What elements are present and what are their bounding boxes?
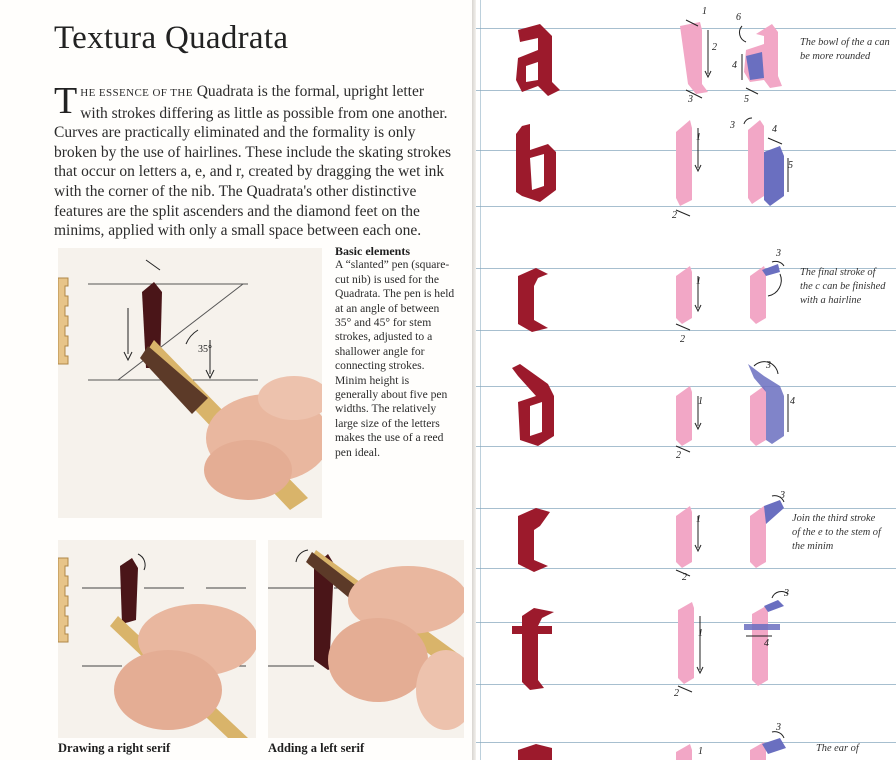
angle-label: 35°: [198, 344, 212, 355]
letter-a-steps: [660, 6, 790, 105]
step-number: 1: [698, 628, 703, 639]
basic-elements-body: A “slanted” pen (square-cut nib) is used for the Quadrata. The pen is held at an angle of between 35° and 45° for stem strokes, adjusted to a shallower angle for connecting strokes. Minim height is generally about five pen widths. The relatively large size of the letters makes the use of a reed pen ideal.: [335, 258, 455, 459]
right-serif-photo: [58, 540, 256, 738]
step-number: 3: [784, 588, 789, 599]
step-number: 4: [790, 396, 795, 407]
step-number: 1: [698, 396, 703, 407]
letter-c-exemplar: [508, 264, 568, 346]
step-number: 2: [674, 688, 679, 699]
step-number: 1: [698, 746, 703, 757]
page-title: Textura Quadrata: [54, 20, 289, 56]
basic-elements-heading: Basic elements: [335, 244, 410, 258]
note-g: The ear of: [816, 743, 859, 754]
step-number: 2: [672, 210, 677, 221]
step-number: 3: [730, 120, 735, 131]
step-number: 3: [776, 248, 781, 259]
step-number: 5: [788, 160, 793, 171]
step-number: 1: [696, 276, 701, 287]
step-number: 1: [696, 132, 701, 143]
step-number: 2: [712, 42, 717, 53]
note-a: The bowl of the a can be more rounded: [800, 37, 890, 63]
letter-d-exemplar: [508, 362, 568, 444]
step-number: 1: [696, 514, 701, 525]
letter-d-steps: [660, 356, 795, 466]
basic-elements-text: [335, 244, 455, 460]
intro-text: Quadrata is the formal, upright letter with strokes differing as little as possible from one another. Curves are practically eliminated and the formality is only broken by the use of hairlines. These include the skating strokes that occur on letters a, e, and r, created by dragging the wet ink with the corner of the nib. The Quadrata's other distinctive features are the split ascenders and the diamond feet on the minims, applied with only a small space between each one.: [54, 83, 452, 240]
caption-left-serif: Adding a left serif: [268, 741, 365, 755]
letter-g-steps: [660, 722, 790, 760]
step-number: 2: [680, 334, 685, 345]
intro-paragraph: [54, 82, 454, 241]
step-number: 3: [776, 722, 781, 733]
drop-cap: T: [54, 80, 78, 122]
margin-rule: [480, 0, 481, 760]
step-number: 4: [764, 638, 769, 649]
step-number: 4: [732, 60, 737, 71]
note-c: The final stroke of the c can be finished with a hairline: [800, 267, 886, 307]
letter-f-exemplar: [508, 606, 568, 688]
letter-e-steps: [660, 488, 790, 588]
letter-e-exemplar: [508, 504, 568, 586]
step-number: 1: [702, 6, 707, 17]
step-number: 3: [766, 360, 771, 371]
letter-b-exemplar: [508, 120, 568, 202]
left-serif-photo: [268, 540, 464, 738]
letter-a-exemplar: [508, 20, 568, 102]
step-number: 4: [772, 124, 777, 135]
step-number: 6: [736, 12, 741, 23]
letter-f-steps: [660, 590, 790, 700]
letter-c-steps: [660, 248, 790, 352]
note-e: Join the third stroke of the e to the stem of the minim: [792, 513, 881, 553]
basic-elements-photo: [58, 248, 322, 518]
step-number: 5: [744, 94, 749, 105]
step-number: 2: [682, 572, 687, 583]
intro-smallcaps: HE ESSENCE OF THE: [80, 87, 193, 99]
caption-right-serif: Drawing a right serif: [58, 741, 171, 755]
step-number: 3: [688, 94, 693, 105]
step-number: 3: [780, 490, 785, 501]
step-number: 2: [676, 450, 681, 461]
letter-b-steps: [660, 112, 793, 222]
letter-g-exemplar: [508, 744, 568, 760]
